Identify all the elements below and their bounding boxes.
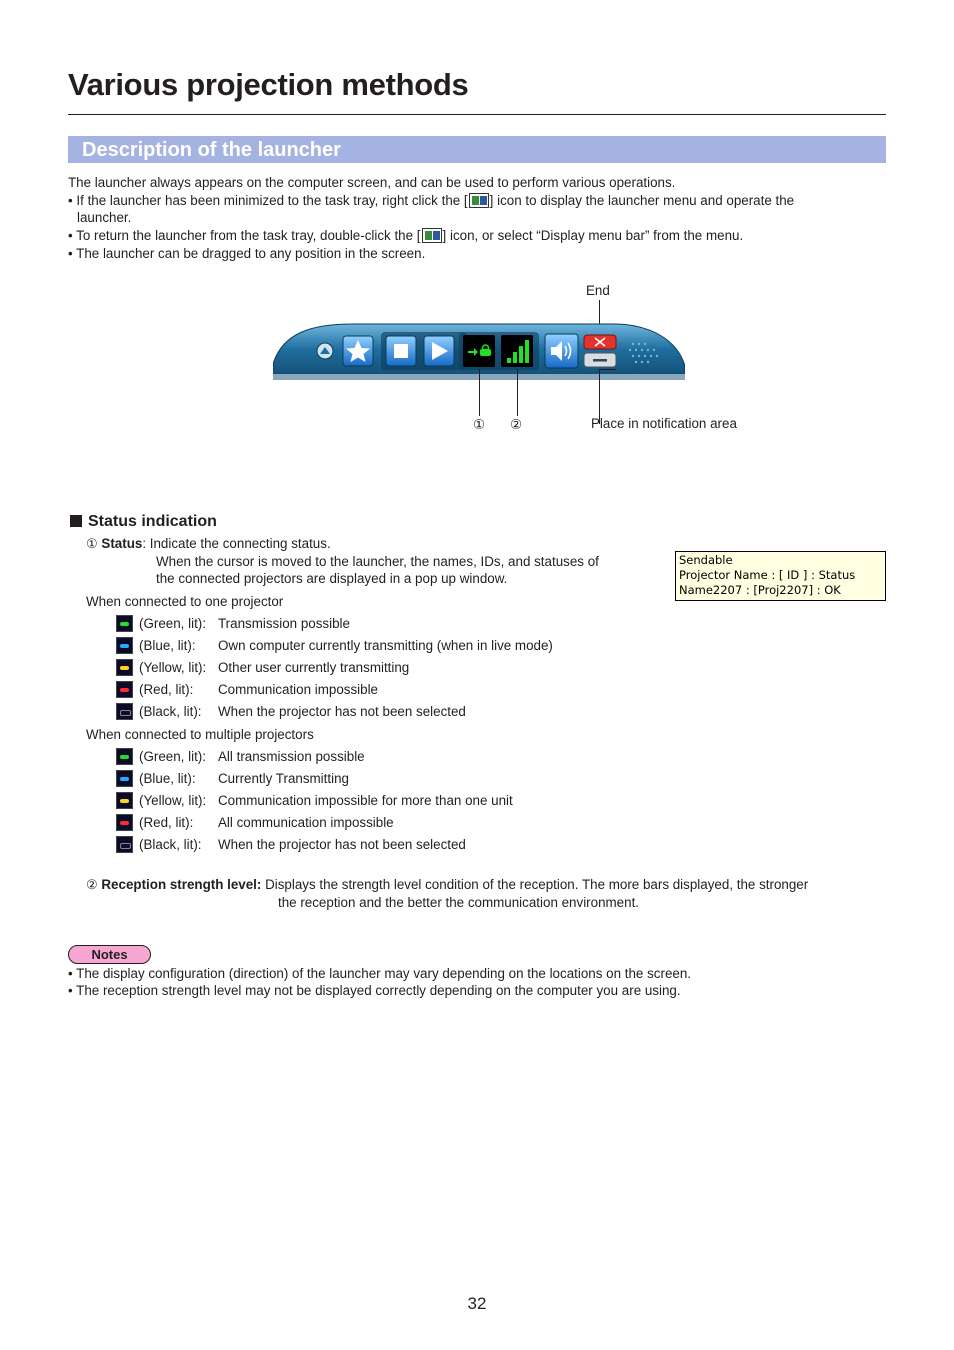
marker-2: ② bbox=[86, 877, 98, 892]
status-indicator-icon[interactable] bbox=[463, 335, 495, 367]
note-2: • The reception strength level may not be displayed correctly depending on the computer you are using. bbox=[68, 983, 681, 998]
intro-bullet-3: • The launcher can be dragged to any position in the screen. bbox=[68, 246, 426, 261]
status-label: Status bbox=[101, 536, 143, 551]
red-status-icon bbox=[116, 681, 133, 698]
status-meaning: Own computer currently transmitting (when in live mode) bbox=[218, 638, 553, 653]
status-color-label: (Yellow, lit): bbox=[139, 660, 207, 675]
status-meaning: Other user currently transmitting bbox=[218, 660, 410, 675]
status-line-1 bbox=[86, 535, 331, 553]
minimize-to-tray-button[interactable] bbox=[584, 353, 616, 367]
intro-bullet-2-text-b: ] icon, or select “Display menu bar” from the menu. bbox=[442, 228, 744, 243]
status-meaning: All communication impossible bbox=[218, 815, 394, 830]
yellow-status-icon bbox=[116, 792, 133, 809]
status-meaning: All transmission possible bbox=[218, 749, 365, 764]
page-number: 32 bbox=[467, 1294, 487, 1313]
section-heading: Description of the launcher bbox=[82, 139, 341, 161]
reception-desc-2: the reception and the better the communication environment. bbox=[278, 895, 640, 910]
intro-bullet-1-text-b: ] icon to display the launcher menu and operate the bbox=[489, 193, 795, 208]
popup-line-3: Name2207 : [Proj2207] : OK bbox=[679, 583, 841, 597]
status-meaning: Communication impossible bbox=[218, 682, 379, 697]
intro-bullet-1 bbox=[68, 192, 868, 210]
end-label: End bbox=[586, 283, 610, 298]
status-meaning: Communication impossible for more than one unit bbox=[218, 793, 513, 808]
black-status-icon bbox=[116, 836, 133, 853]
status-color-label: (Green, lit): bbox=[139, 616, 206, 631]
green-status-icon bbox=[116, 748, 133, 765]
page-title: Various projection methods bbox=[68, 67, 469, 102]
collapse-button[interactable] bbox=[317, 343, 333, 359]
play-button[interactable] bbox=[424, 336, 454, 366]
intro-bullet-1-cont: launcher. bbox=[77, 210, 132, 225]
volume-button[interactable] bbox=[545, 334, 578, 368]
yellow-status-icon bbox=[116, 659, 133, 676]
projector-status-popup bbox=[675, 551, 886, 601]
favorite-star-button[interactable] bbox=[343, 336, 373, 366]
status-color-label: (Blue, lit): bbox=[139, 638, 196, 653]
black-status-icon bbox=[116, 703, 133, 720]
status-color-label: (Yellow, lit): bbox=[139, 793, 207, 808]
marker2-leader-line bbox=[517, 369, 518, 416]
status-meaning: When the projector has not been selected bbox=[218, 837, 466, 852]
stop-button[interactable] bbox=[386, 336, 416, 366]
blue-status-icon bbox=[116, 637, 133, 654]
notify-leader-tick bbox=[599, 369, 616, 370]
status-color-label: (Red, lit): bbox=[139, 815, 194, 830]
one-projector-heading: When connected to one projector bbox=[86, 594, 284, 609]
status-color-label: (Black, lit): bbox=[139, 704, 202, 719]
tray-launcher-icon bbox=[422, 228, 442, 243]
intro-bullet-1-text-a: • If the launcher has been minimized to the task tray, right click the [ bbox=[68, 193, 468, 208]
marker-2: ② bbox=[510, 417, 523, 432]
intro-text: The launcher always appears on the computer screen, and can be used to perform various operations. bbox=[68, 175, 676, 190]
status-meaning: Currently Transmitting bbox=[218, 771, 349, 786]
blue-status-icon bbox=[116, 770, 133, 787]
reception-strength-icon[interactable] bbox=[501, 335, 533, 367]
notes-badge: Notes bbox=[68, 945, 151, 964]
note-1: • The display configuration (direction) of the launcher may vary depending on the locations on the screen. bbox=[68, 966, 692, 981]
status-desc-2: When the cursor is moved to the launcher, the names, IDs, and statuses of bbox=[156, 554, 599, 569]
status-heading-text: Status indication bbox=[88, 513, 217, 530]
red-status-icon bbox=[116, 814, 133, 831]
intro-bullet-2 bbox=[68, 227, 868, 245]
tray-launcher-icon bbox=[469, 193, 489, 208]
status-color-label: (Green, lit): bbox=[139, 749, 206, 764]
status-meaning: Transmission possible bbox=[218, 616, 350, 631]
status-color-label: (Blue, lit): bbox=[139, 771, 196, 786]
popup-line-2: Projector Name : [ ID ] : Status bbox=[679, 568, 856, 582]
status-color-label: (Black, lit): bbox=[139, 837, 202, 852]
multi-projector-heading: When connected to multiple projectors bbox=[86, 727, 314, 742]
green-status-icon bbox=[116, 615, 133, 632]
popup-line-1: Sendable bbox=[679, 553, 733, 567]
status-desc: : Indicate the connecting status. bbox=[142, 536, 331, 551]
marker-1: ① bbox=[86, 536, 98, 551]
end-button[interactable] bbox=[584, 335, 616, 349]
status-desc-3: the connected projectors are displayed in a pop up window. bbox=[156, 571, 508, 586]
marker-1: ① bbox=[473, 417, 486, 432]
notify-label: Place in notification area bbox=[591, 416, 737, 431]
status-meaning: When the projector has not been selected bbox=[218, 704, 466, 719]
intro-bullet-2-text-a: • To return the launcher from the task tray, double-click the [ bbox=[68, 228, 421, 243]
status-color-label: (Red, lit): bbox=[139, 682, 194, 697]
reception-desc: Displays the strength level condition of the reception. The more bars displayed, the stronger bbox=[261, 877, 809, 892]
status-heading bbox=[70, 512, 217, 532]
reception-line-1 bbox=[86, 876, 808, 894]
square-bullet-icon bbox=[70, 515, 82, 527]
marker1-leader-line bbox=[479, 369, 480, 416]
reception-label: Reception strength level: bbox=[101, 877, 262, 892]
title-divider bbox=[68, 114, 886, 115]
